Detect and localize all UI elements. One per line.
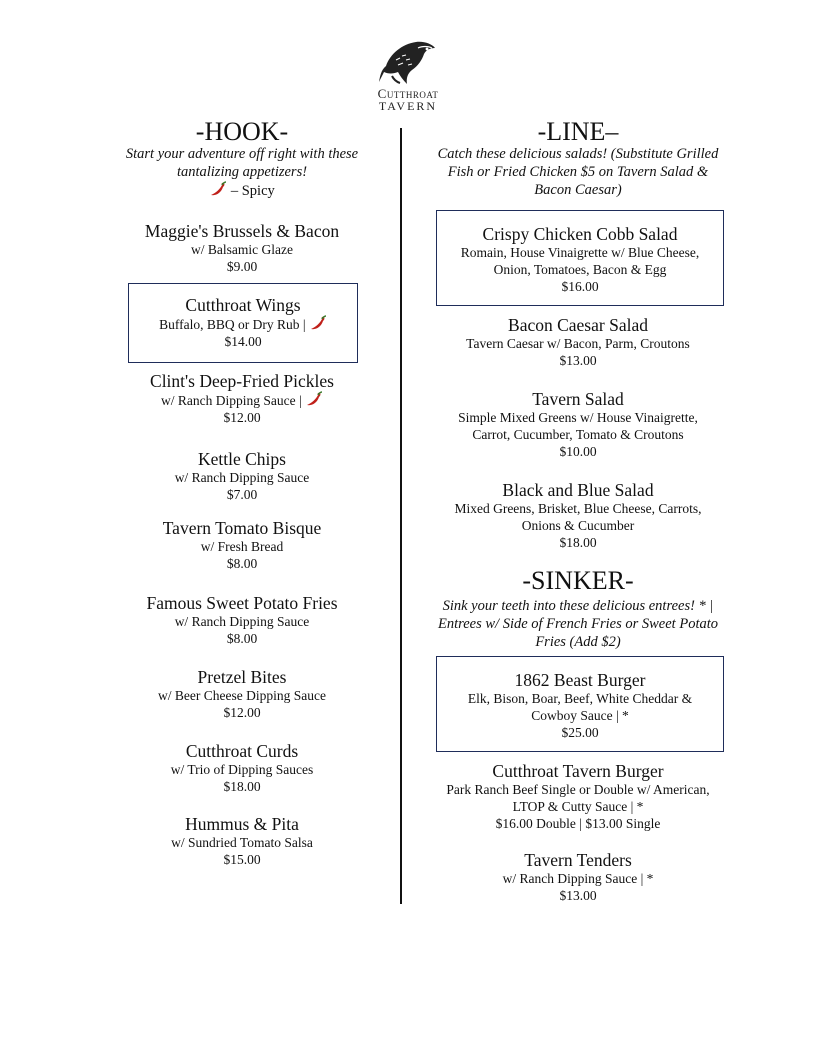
item-desc-text: Buffalo, BBQ or Dry Rub | (159, 317, 306, 332)
item-name: 1862 Beast Burger (514, 670, 646, 690)
hook-intro: Start your adventure off right with these tantalizing appetizers! (125, 146, 359, 180)
item-name: Famous Sweet Potato Fries (146, 593, 338, 613)
item-desc: w/ Fresh Bread (200, 539, 284, 554)
item-desc: w/ Trio of Dipping Sauces (170, 762, 314, 777)
menu-item (428, 761, 728, 832)
chili-pepper-icon (209, 181, 227, 197)
spicy-label: – Spicy (230, 183, 275, 199)
sinker-title: -SINKER- (522, 566, 634, 595)
menu-item (428, 850, 728, 904)
item-name: Cutthroat Curds (185, 741, 299, 761)
item-name: Tavern Salad (532, 389, 624, 409)
menu-item (112, 518, 372, 572)
item-name: Cutthroat Wings (185, 295, 301, 315)
line-sinker-section (428, 116, 728, 906)
line-intro: Catch these delicious salads! (Substitute Grilled Fish or Fried Chicken $5 on Tavern Salad & Bacon Caesar) (437, 146, 719, 198)
item-name: Crispy Chicken Cobb Salad (482, 224, 678, 244)
tavern-logo (352, 36, 464, 116)
menu-item (428, 315, 728, 369)
item-price: $14.00 (224, 334, 262, 349)
item-name: Hummus & Pita (185, 814, 299, 834)
item-price: $13.00 (559, 353, 597, 368)
item-price: $16.00 (561, 279, 599, 294)
item-price: $18.00 (559, 535, 597, 550)
item-price: $12.00 (223, 410, 261, 425)
menu-item (112, 667, 372, 721)
hook-title: -HOOK- (195, 117, 289, 146)
column-divider (400, 128, 402, 904)
item-desc: Tavern Caesar w/ Bacon, Parm, Croutons (466, 336, 690, 351)
item-desc: Romain, House Vinaigrette w/ Blue Cheese, Onion, Tomatoes, Bacon & Egg (460, 245, 700, 277)
item-desc: Simple Mixed Greens w/ House Vinaigrette, Carrot, Cucumber, Tomato & Croutons (458, 410, 698, 442)
item-desc: Park Ranch Beef Single or Double w/ American, LTOP & Cutty Sauce | * (446, 782, 710, 814)
item-desc-text: w/ Ranch Dipping Sauce | (160, 393, 302, 408)
item-desc: w/ Beer Cheese Dipping Sauce (158, 688, 326, 703)
chili-pepper-icon (305, 391, 323, 407)
item-price: $9.00 (226, 259, 258, 274)
item-name: Kettle Chips (198, 449, 286, 469)
item-desc: w/ Ranch Dipping Sauce | * (502, 871, 654, 886)
logo-name-line1: Cutthroat (377, 86, 439, 101)
item-name: Tavern Tenders (524, 850, 632, 870)
item-name: Pretzel Bites (197, 667, 287, 687)
item-name: Clint's Deep-Fried Pickles (150, 371, 334, 391)
item-name: Tavern Tomato Bisque (162, 518, 322, 538)
item-price: $13.00 (559, 888, 597, 903)
menu-item (112, 371, 372, 426)
item-name: Black and Blue Salad (502, 480, 654, 500)
item-desc: w/ Ranch Dipping Sauce (174, 470, 310, 485)
item-price: $12.00 (223, 705, 261, 720)
menu-item-featured (436, 656, 724, 752)
item-name: Bacon Caesar Salad (508, 315, 648, 335)
item-price: $15.00 (223, 852, 261, 867)
menu-item (428, 389, 728, 460)
item-price: $8.00 (226, 556, 258, 571)
logo-name-line2: TAVERN (378, 99, 438, 113)
item-desc: w/ Ranch Dipping Sauce (174, 614, 310, 629)
menu-item (112, 221, 372, 275)
logo-wordmark (352, 88, 464, 112)
menu-item-featured (128, 283, 358, 363)
menu-item (428, 480, 728, 551)
line-title: -LINE– (537, 117, 619, 146)
hook-section (112, 116, 372, 876)
item-desc: Mixed Greens, Brisket, Blue Cheese, Carrots, Onions & Cucumber (454, 501, 702, 533)
item-price: $18.00 (223, 779, 261, 794)
spicy-legend (112, 181, 372, 200)
item-name: Cutthroat Tavern Burger (492, 761, 664, 781)
sinker-intro: Sink your teeth into these delicious entrees! * | Entrees w/ Side of French Fries or Sweet Potato Fries (Add $2) (437, 598, 719, 650)
menu-item (112, 741, 372, 795)
item-desc: w/ Sundried Tomato Salsa (171, 835, 313, 850)
menu-item (112, 593, 372, 647)
item-name: Maggie's Brussels & Bacon (144, 221, 340, 241)
item-price: $8.00 (226, 631, 258, 646)
item-price: $25.00 (561, 725, 599, 740)
item-desc (112, 391, 372, 409)
item-desc: Elk, Bison, Boar, Beef, White Cheddar & Cowboy Sauce | * (467, 691, 693, 723)
menu-item (112, 449, 372, 503)
item-desc (129, 315, 357, 333)
menu-item (112, 814, 372, 868)
chili-pepper-icon (309, 315, 327, 331)
item-price: $10.00 (559, 444, 597, 459)
item-desc: w/ Balsamic Glaze (191, 242, 293, 257)
item-price: $16.00 Double | $13.00 Single (495, 816, 661, 831)
trout-fish-icon (378, 36, 438, 88)
menu-item-featured (436, 210, 724, 306)
item-price: $7.00 (226, 487, 258, 502)
